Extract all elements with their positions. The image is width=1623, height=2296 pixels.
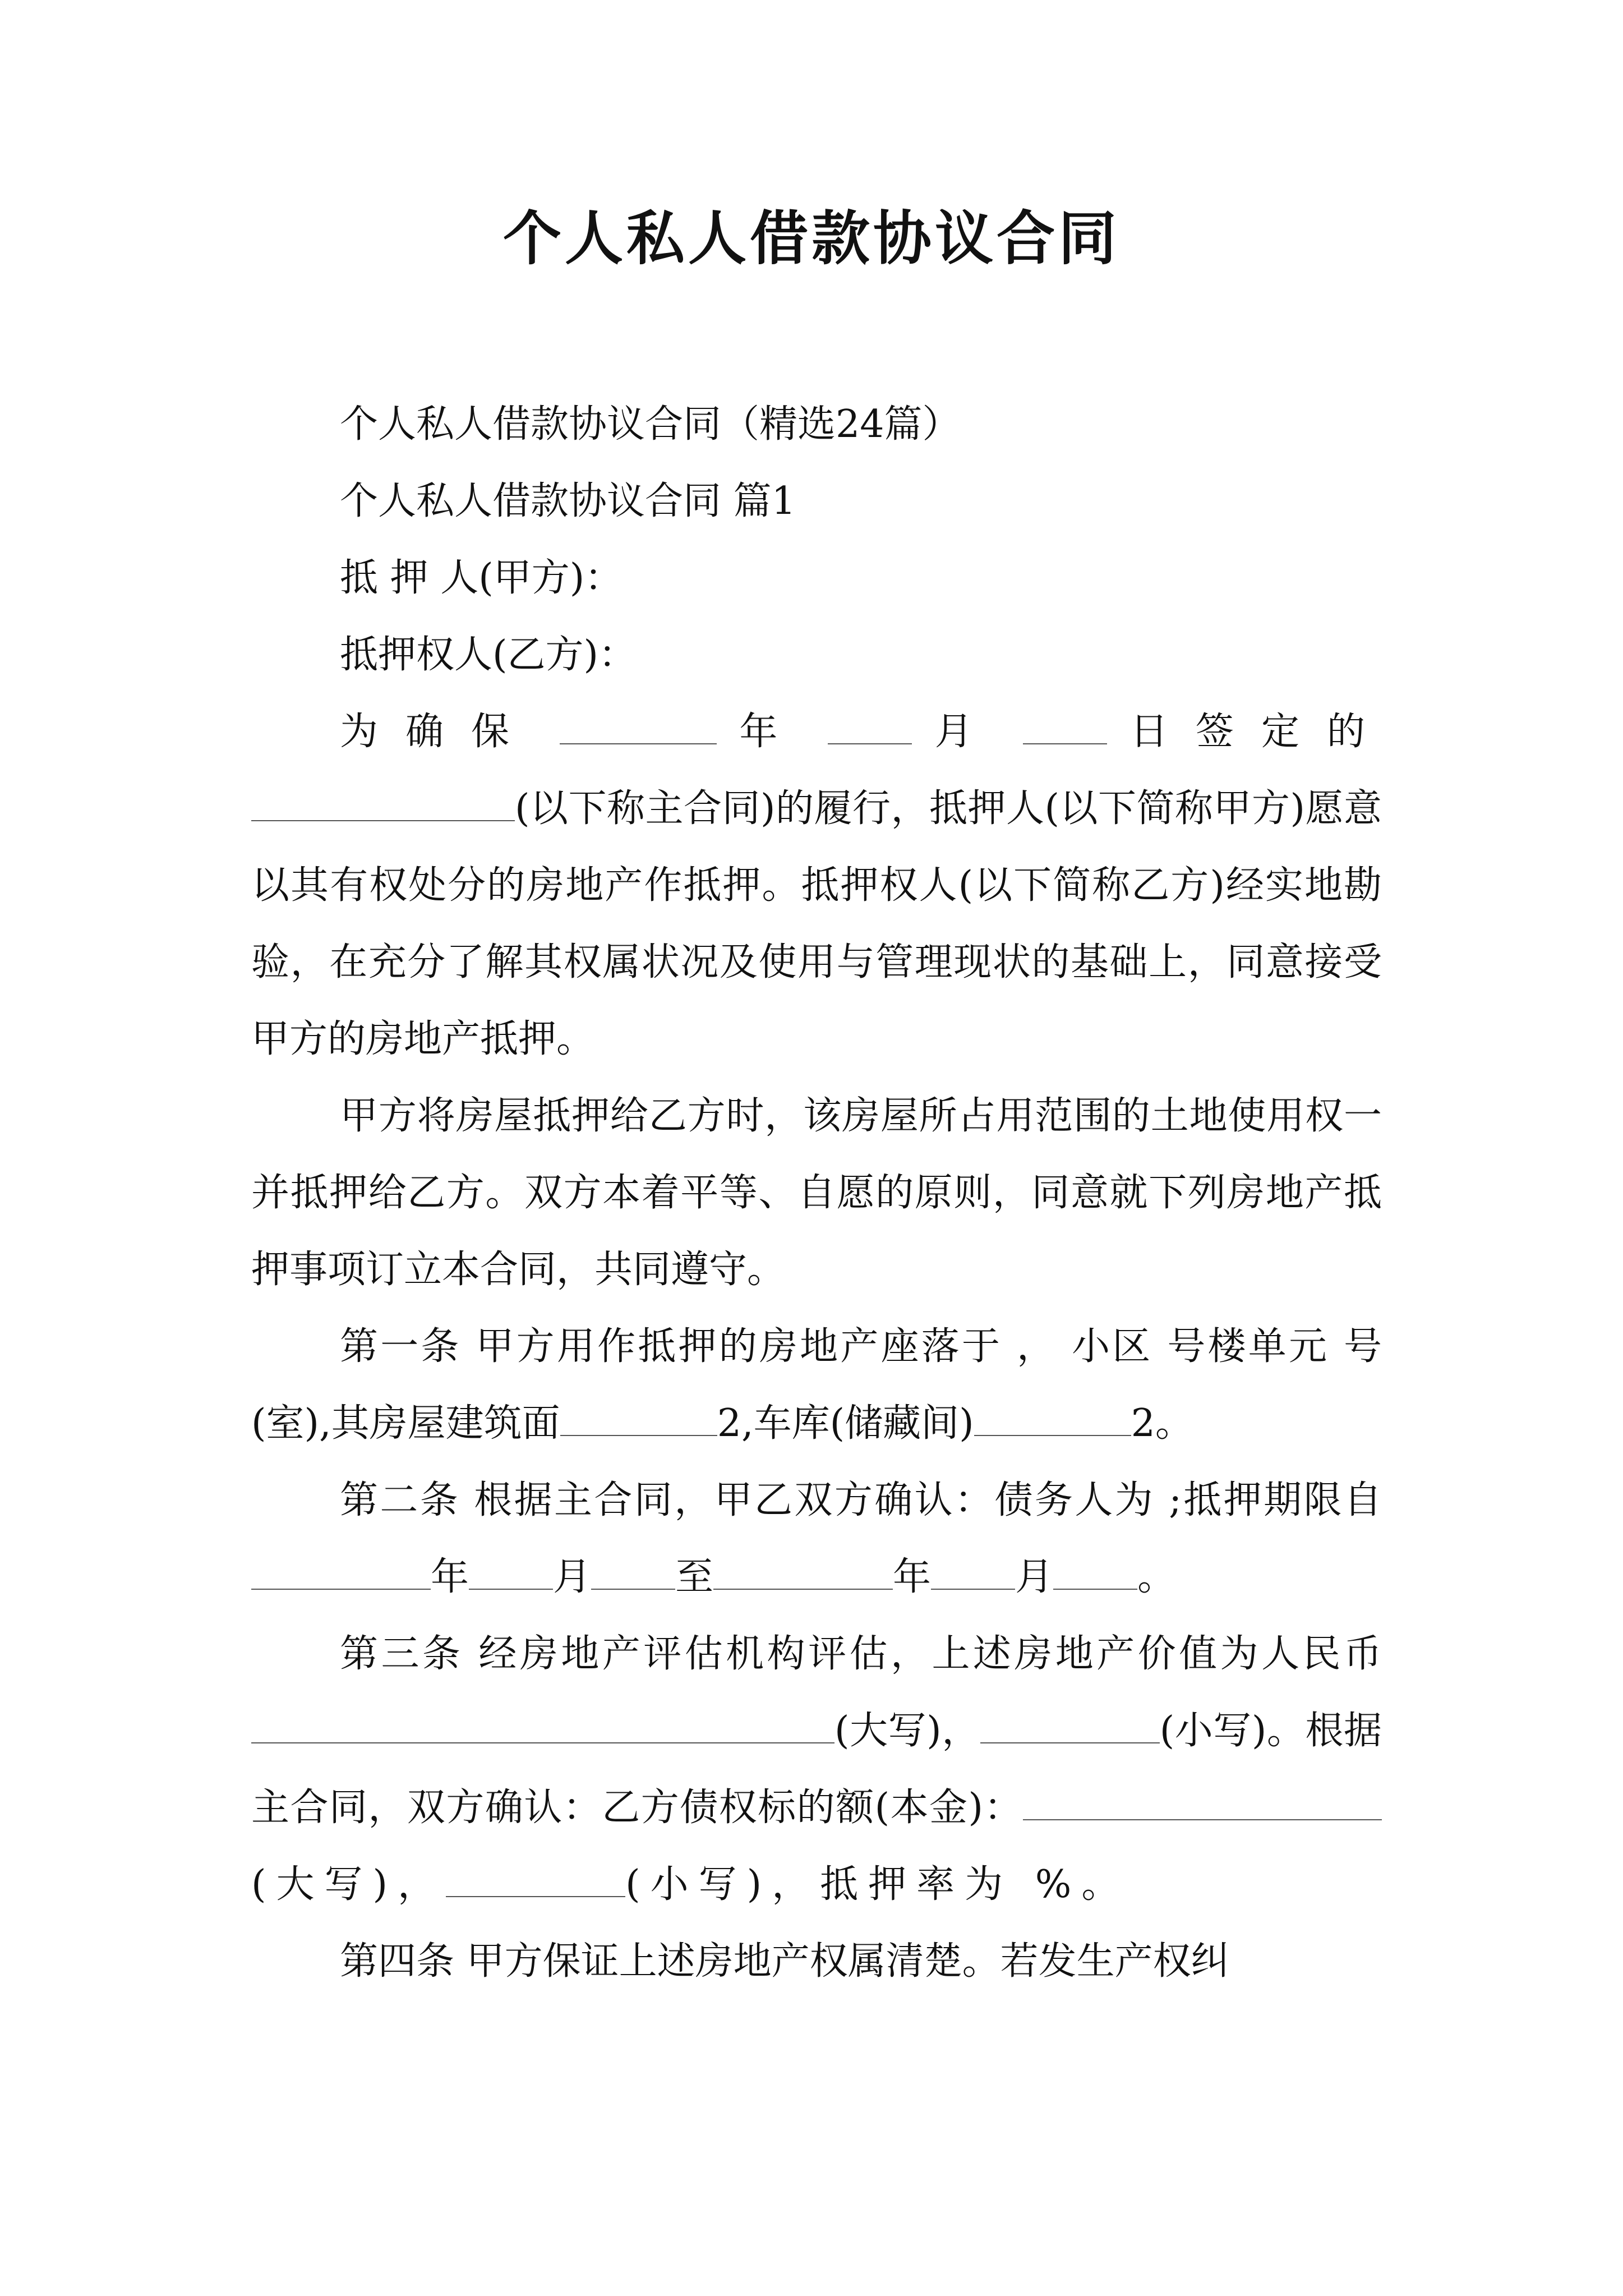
article-2-text-a: 第二条 根据主合同，甲乙双方确认：债务人为 ;抵押期限自 bbox=[340, 1478, 1382, 1522]
article-2-text-b: 年 bbox=[431, 1555, 469, 1599]
article-4: 第四条 甲方保证上述房地产权属清楚。若发生产权纠 bbox=[340, 1939, 1229, 1984]
article-1-text-b: 2,车库(储藏间) bbox=[717, 1401, 974, 1446]
blank-principal-uppercase bbox=[1023, 1784, 1382, 1820]
blank-end-month bbox=[931, 1554, 1015, 1590]
article-2-text-d: 至 bbox=[675, 1555, 714, 1599]
blank-day bbox=[1023, 708, 1107, 744]
purpose-text-e: (以下称主合同)的履行，抵押人(以下简称甲方)愿意以其有权处分的房地产作抵押。抵押权人(以下简称乙方)经实地勘验，在充分了解其权属状况及使用与管理现状的基础上，同意接受甲方的房地产抵押。 bbox=[251, 786, 1382, 1061]
article-3-text-b: (大写)， bbox=[834, 1709, 980, 1753]
blank-contract-name bbox=[251, 785, 515, 821]
article-3-text-c: (小写)。根据主合同，双方确认：乙方债权标的额(本金)： bbox=[251, 1709, 1382, 1830]
purpose-text-c: 月 bbox=[934, 710, 1000, 754]
blank-garage-area bbox=[974, 1400, 1131, 1436]
part-heading: 个人私人借款协议合同 篇1 bbox=[340, 479, 796, 523]
document-body bbox=[251, 386, 1382, 2000]
blank-start-day bbox=[591, 1554, 675, 1590]
selected-heading: 个人私人借款协议合同（精选24篇） bbox=[340, 402, 961, 447]
blank-start-year bbox=[251, 1554, 431, 1590]
mortgagee-label: 抵押权人(乙方)： bbox=[340, 633, 637, 677]
blank-end-year bbox=[713, 1554, 893, 1590]
article-3-text-e: (小写)，抵押率为 %。 bbox=[625, 1862, 1130, 1907]
article-2 bbox=[251, 1462, 1382, 1616]
blank-principal-lowercase bbox=[446, 1861, 625, 1897]
blank-end-day bbox=[1053, 1554, 1137, 1590]
article-2-text-c: 月 bbox=[553, 1555, 592, 1599]
paragraph-purpose bbox=[251, 693, 1382, 1078]
blank-month bbox=[828, 708, 912, 744]
purpose-text-d: 日签定的 bbox=[1129, 710, 1382, 754]
article-1-text-c: 2。 bbox=[1131, 1401, 1193, 1446]
blank-value-lowercase bbox=[980, 1708, 1160, 1743]
blank-start-month bbox=[469, 1554, 553, 1590]
blank-value-uppercase bbox=[251, 1708, 834, 1743]
blank-year bbox=[560, 708, 717, 744]
mortgagor-label: 抵 押 人(甲方)： bbox=[340, 556, 623, 600]
article-1-text-a: 第一条 甲方用作抵押的房地产座落于 ， 小区 号楼单元 号(室),其房屋建筑面 bbox=[251, 1324, 1382, 1446]
article-2-text-f: 月 bbox=[1015, 1555, 1054, 1599]
article-3 bbox=[251, 1616, 1382, 1923]
article-1 bbox=[251, 1308, 1382, 1462]
article-2-text-g: 。 bbox=[1137, 1555, 1176, 1599]
blank-building-area bbox=[560, 1400, 717, 1436]
article-3-text-a: 第三条 经房地产评估机构评估，上述房地产价值为人民币 bbox=[340, 1632, 1382, 1676]
purpose-text-b: 年 bbox=[739, 710, 805, 754]
paragraph-land-use: 甲方将房屋抵押给乙方时，该房屋所占用范围的土地使用权一并抵押给乙方。双方本着平等、自愿的原则，同意就下列房地产抵押事项订立本合同，共同遵守。 bbox=[251, 1094, 1382, 1292]
document-title: 个人私人借款协议合同 bbox=[502, 204, 1120, 273]
article-3-text-d: (大写)， bbox=[251, 1862, 446, 1907]
article-2-text-e: 年 bbox=[893, 1555, 932, 1599]
purpose-text-a: 为确保 bbox=[340, 710, 537, 754]
